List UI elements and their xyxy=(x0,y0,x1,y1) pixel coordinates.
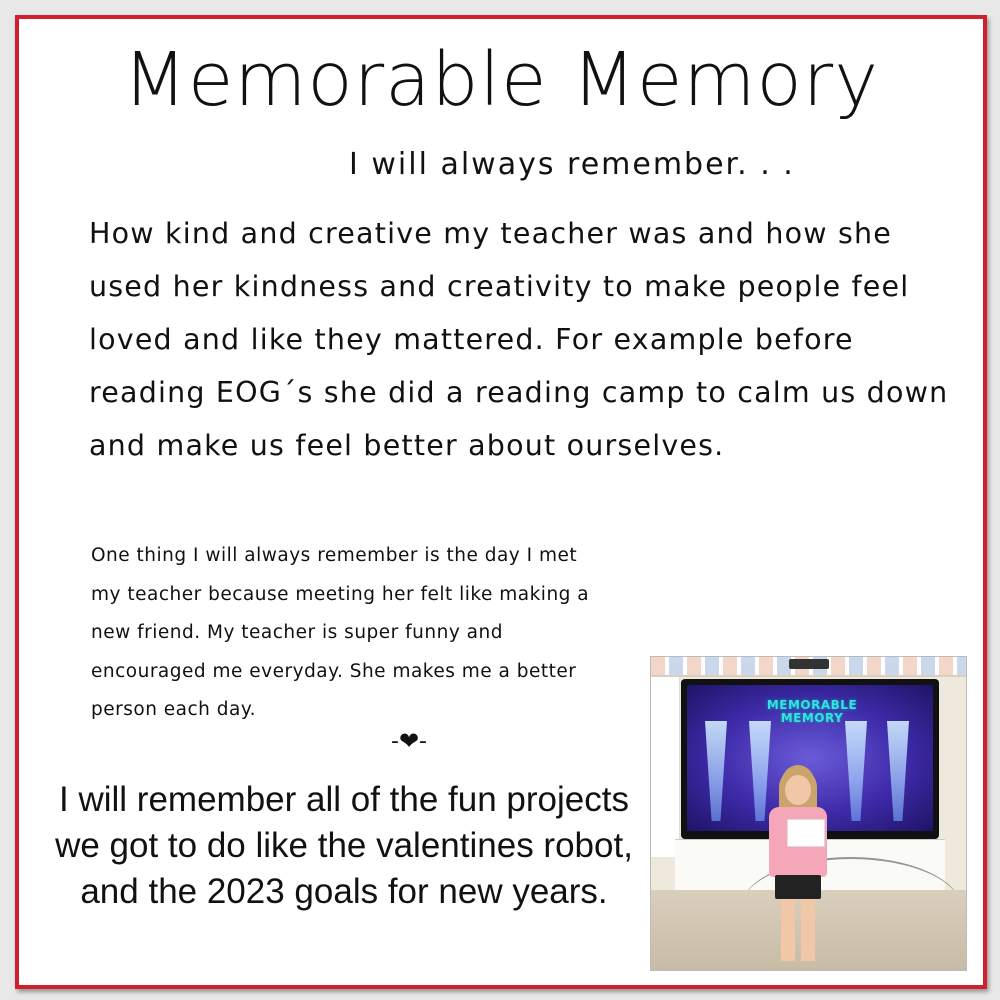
memory-paragraph-2: One thing I will always remember is the day I met my teacher because meeting her felt like making a new friend. My teacher is super funny and encouraged me everyday. She makes me a better person each day. xyxy=(91,545,590,720)
student-shorts xyxy=(775,875,821,899)
subtitle: I will always remember. . . xyxy=(349,147,795,182)
divider-dash-left: - xyxy=(390,728,399,754)
light-beam xyxy=(887,721,909,821)
held-paper xyxy=(787,819,825,847)
light-beam xyxy=(705,721,727,821)
student-head xyxy=(785,775,811,805)
memory-paragraph-1: How kind and creative my teacher was and how she used her kindness and creativity to make people feel loved and like they mattered. For example before reading EOG´s she did a reading camp to calm us down and make us feel better about ourselves. xyxy=(89,217,949,462)
classroom-photo xyxy=(650,656,967,971)
student-legs xyxy=(781,899,815,961)
light-beam xyxy=(749,721,771,821)
divider-dash-right: - xyxy=(419,728,427,754)
memory-card xyxy=(15,15,987,989)
heart-icon: ❤ xyxy=(398,727,420,755)
heart-divider xyxy=(369,727,449,755)
screen-title: MEMORABLE MEMORY xyxy=(766,698,858,725)
light-beam xyxy=(845,721,867,821)
page-title: Memorable Memory xyxy=(122,37,880,123)
memory-paragraph-3: I will remember all of the fun projects we got to do like the valentines robot, and the 2023 goals for new years. xyxy=(55,780,633,911)
wall-panel xyxy=(651,677,680,857)
projector xyxy=(789,659,829,669)
